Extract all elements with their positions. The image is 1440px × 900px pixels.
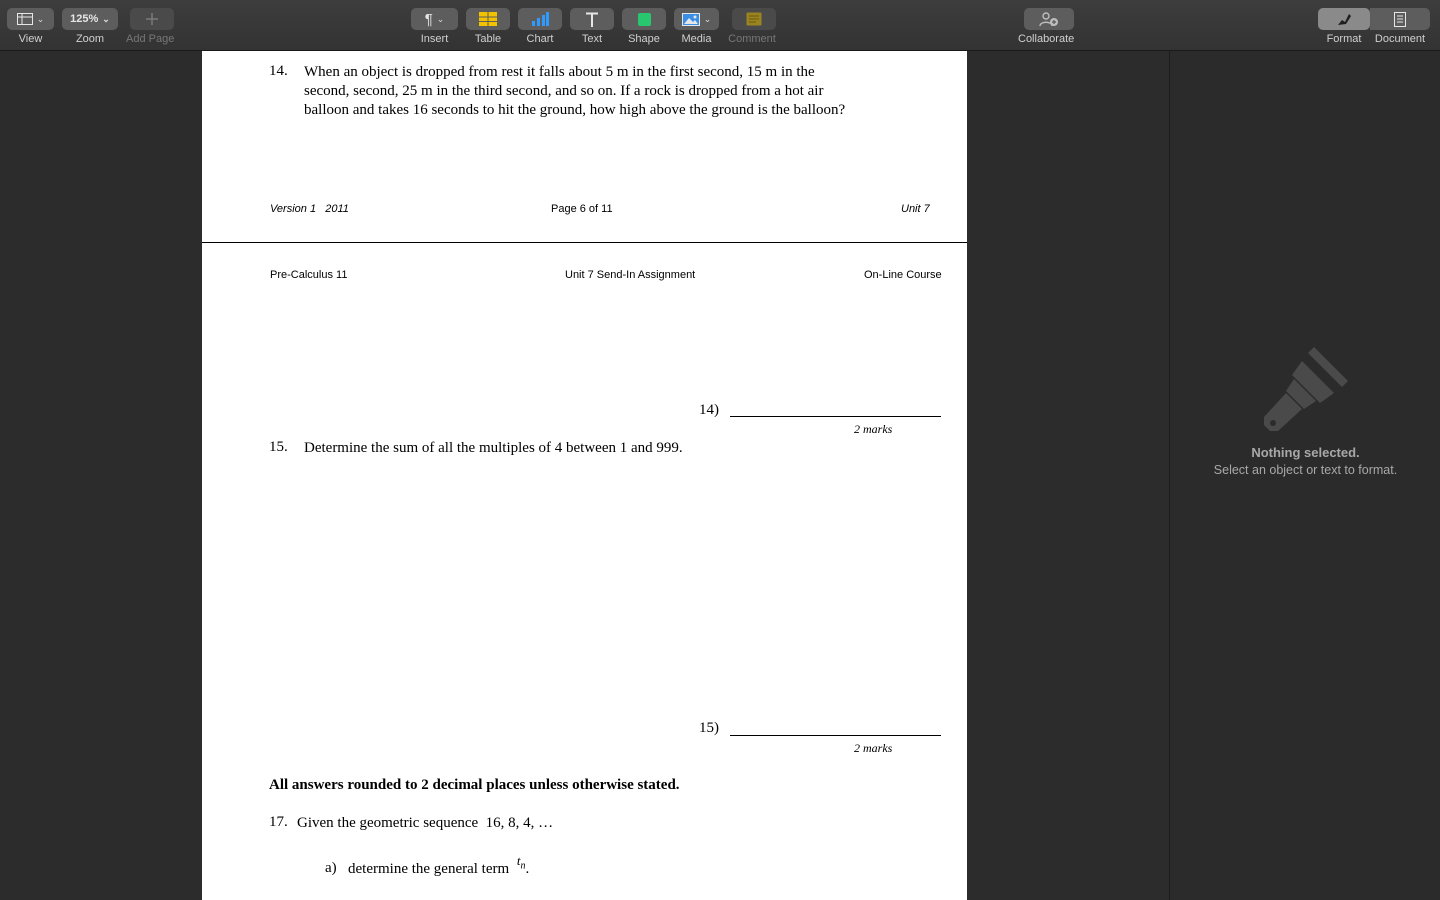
answer-14-line[interactable] xyxy=(730,416,941,417)
comment-button[interactable] xyxy=(732,8,776,30)
header-course: Pre-Calculus 11 xyxy=(270,269,348,281)
toolbar xyxy=(0,0,1440,51)
footer-unit: Unit 7 xyxy=(901,203,930,215)
shape-item[interactable] xyxy=(622,8,666,45)
media-button[interactable] xyxy=(674,8,719,30)
collaborate-button[interactable] xyxy=(1024,8,1074,30)
question-17-text: Given the geometric sequence 16, 8, 4, … xyxy=(297,815,554,831)
view-button[interactable] xyxy=(7,8,54,30)
text-label: Text xyxy=(581,33,603,45)
document-icon xyxy=(1394,12,1406,27)
footer-version: Version 1 2011 xyxy=(270,203,349,215)
comment-icon xyxy=(746,12,762,26)
chart-icon xyxy=(531,12,549,26)
rounding-note: All answers rounded to 2 decimal places unless otherwise stated. xyxy=(269,777,680,793)
question-17a-period: . xyxy=(525,861,530,877)
comment-item[interactable] xyxy=(728,8,776,45)
nothing-selected-title: Nothing selected. xyxy=(1251,445,1360,460)
table-label: Table xyxy=(474,33,502,45)
answer-15-line[interactable] xyxy=(730,735,941,736)
insert-menu[interactable] xyxy=(411,8,458,45)
text-icon xyxy=(585,12,599,27)
question-17a-prompt: determine the general term xyxy=(348,861,510,877)
media-label: Media xyxy=(681,33,712,45)
question-14-line-2: second, second, 25 m in the third second, and so on. If a rock is dropped from a hot air xyxy=(304,83,824,99)
question-14-line-1: When an object is dropped from rest it falls about 5 m in the first second, 15 m in the xyxy=(304,64,815,80)
sidebar-layout-icon xyxy=(17,13,33,25)
format-inspector xyxy=(1169,51,1440,900)
question-17a-text xyxy=(348,853,530,884)
view-label: View xyxy=(18,33,43,45)
chart-item[interactable] xyxy=(518,8,562,45)
add-page-button[interactable] xyxy=(130,8,174,30)
answer-14-label: 14) xyxy=(699,402,719,418)
header-assignment: Unit 7 Send-In Assignment xyxy=(565,269,696,281)
format-button[interactable] xyxy=(1318,8,1370,30)
text-button[interactable] xyxy=(570,8,614,30)
chevron-down-icon: ⌄ xyxy=(102,13,110,24)
media-menu[interactable] xyxy=(674,8,719,45)
question-14-line-3: balloon and takes 16 seconds to hit the ground, how high above the ground is the balloon? xyxy=(304,102,846,118)
add-page-item[interactable] xyxy=(126,8,174,45)
header-course-type: On-Line Course xyxy=(864,269,942,281)
chevron-down-icon: ⌄ xyxy=(436,13,445,24)
table-button[interactable] xyxy=(466,8,510,30)
answer-15-marks: 2 marks xyxy=(854,741,893,755)
zoom-menu[interactable] xyxy=(62,8,118,45)
zoom-value: 125% xyxy=(70,13,99,25)
paintbrush-icon xyxy=(1336,12,1352,26)
shape-label: Shape xyxy=(628,33,660,45)
answer-14-marks: 2 marks xyxy=(854,422,893,436)
question-15-number: 15. xyxy=(269,439,288,455)
general-term-subscript: n xyxy=(520,860,526,872)
chevron-down-icon: ⌄ xyxy=(36,13,45,24)
insert-label: Insert xyxy=(420,33,449,45)
document-button[interactable] xyxy=(1370,8,1430,30)
comment-label: Comment xyxy=(728,33,776,45)
shape-button[interactable] xyxy=(622,8,666,30)
nothing-selected-subtitle: Select an object or text to format. xyxy=(1213,463,1398,477)
image-icon xyxy=(682,13,700,26)
format-label: Format xyxy=(1326,33,1362,45)
answer-15-label: 15) xyxy=(699,720,719,736)
chart-label: Chart xyxy=(526,33,554,45)
inspector-toggle xyxy=(1318,8,1430,45)
chart-button[interactable] xyxy=(518,8,562,30)
insert-button[interactable] xyxy=(411,8,458,30)
chevron-down-icon: ⌄ xyxy=(703,13,712,24)
footer-page-number: Page 6 of 11 xyxy=(551,203,613,215)
table-item[interactable] xyxy=(466,8,510,45)
general-term-t: t xyxy=(516,853,521,868)
add-person-icon xyxy=(1038,12,1060,26)
collaborate-label: Collaborate xyxy=(1018,33,1075,45)
general-term-symbol xyxy=(516,853,526,872)
text-item[interactable] xyxy=(570,8,614,45)
zoom-select[interactable] xyxy=(62,8,118,30)
plus-icon xyxy=(145,12,159,26)
table-icon xyxy=(479,12,497,26)
add-page-label: Add Page xyxy=(126,33,175,45)
question-17-number: 17. xyxy=(269,814,288,830)
document-canvas[interactable] xyxy=(202,51,967,900)
paintbrush-icon xyxy=(1264,347,1348,431)
view-menu[interactable] xyxy=(7,8,54,45)
square-shape-icon xyxy=(638,13,651,26)
question-15-text: Determine the sum of all the multiples of 4 between 1 and 999. xyxy=(304,440,683,456)
zoom-label: Zoom xyxy=(75,33,105,45)
paragraph-icon: ¶ xyxy=(424,10,433,28)
document-label: Document xyxy=(1374,33,1426,45)
page-break-line xyxy=(202,242,967,243)
question-14-number: 14. xyxy=(269,63,288,79)
question-17a-label: a) xyxy=(325,860,337,876)
collaborate-item[interactable] xyxy=(1018,8,1074,45)
